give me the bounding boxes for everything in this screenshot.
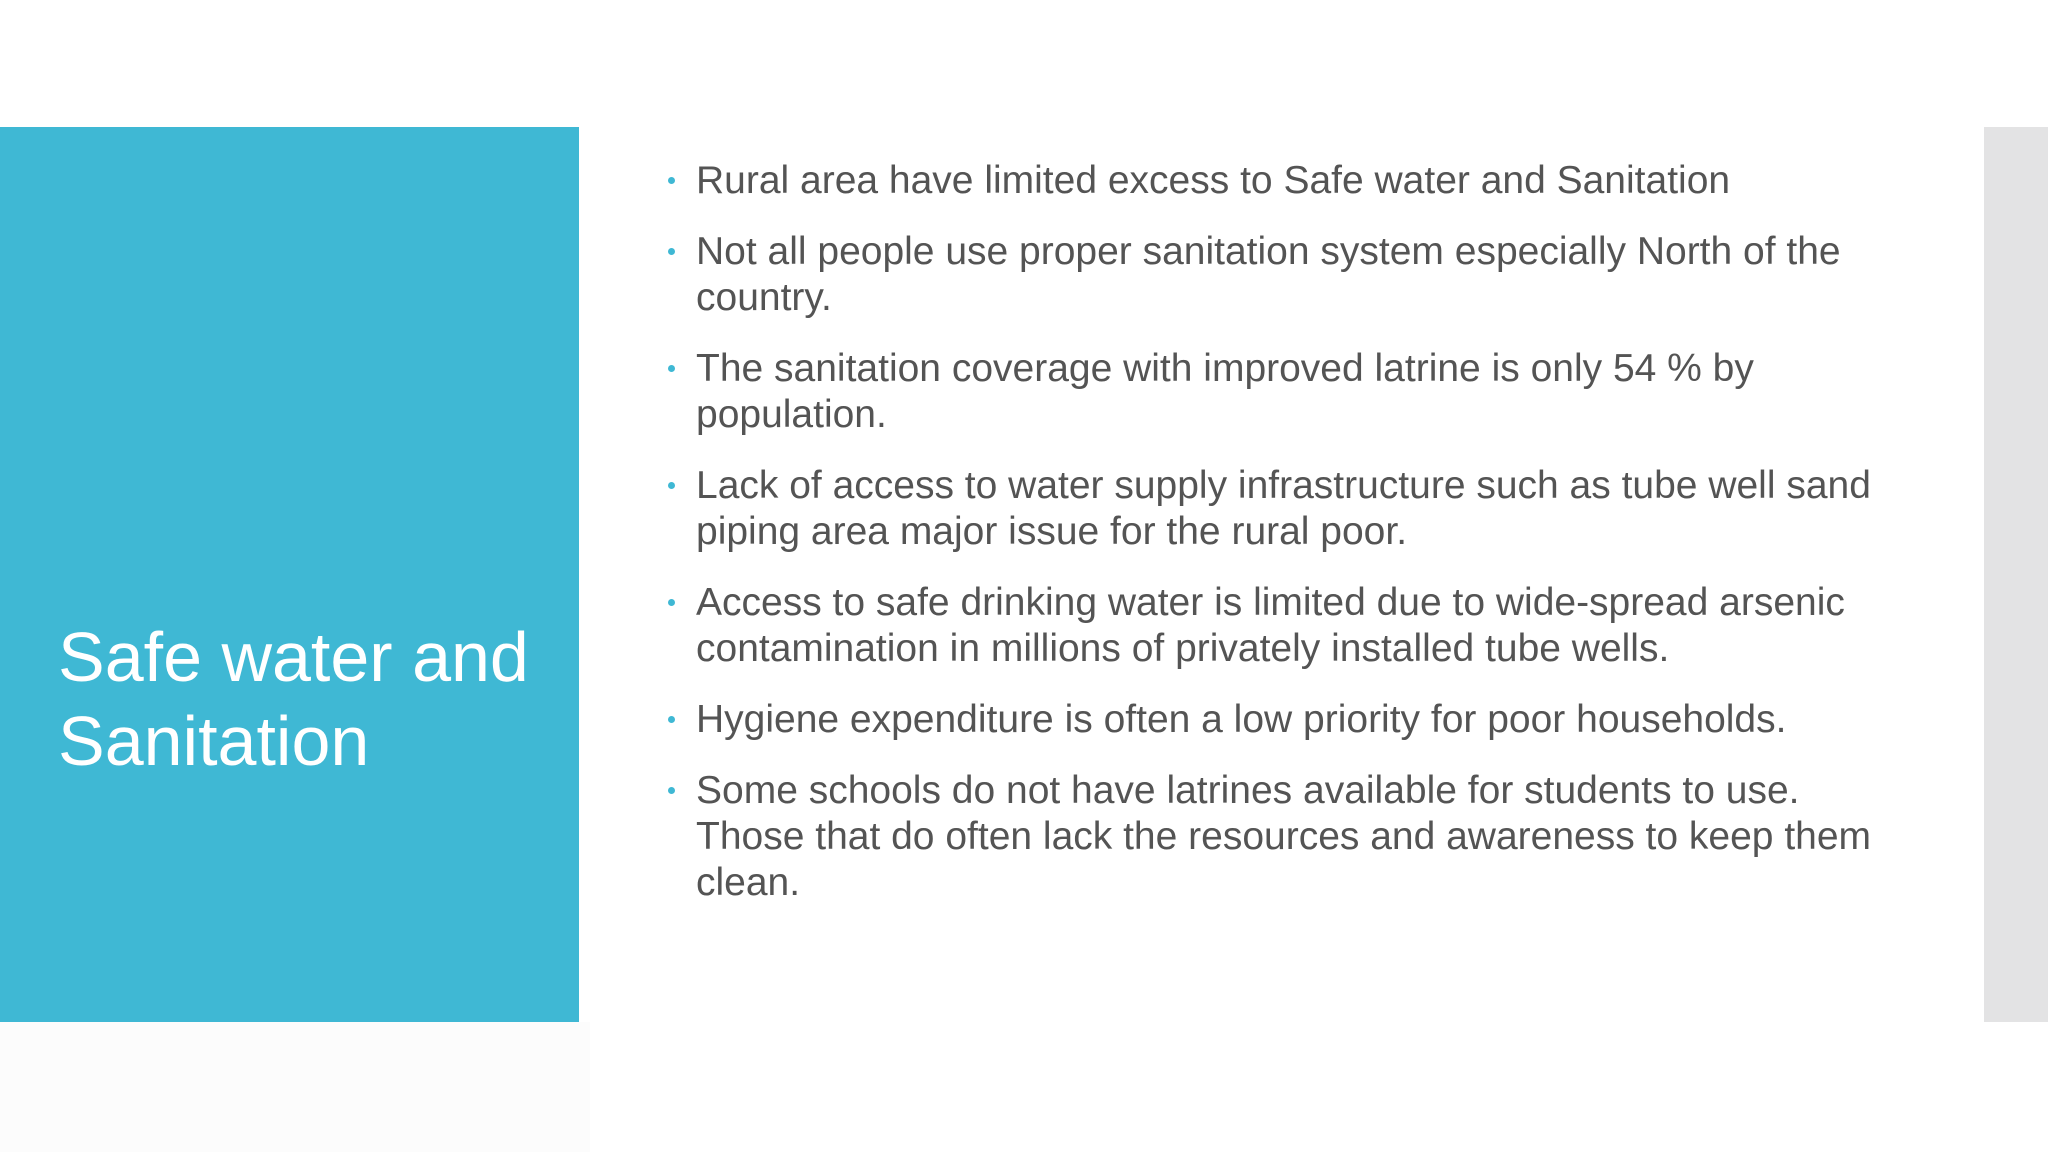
bullet-dot-icon — [668, 787, 675, 794]
slide-title: Safe water and Sanitation — [58, 618, 529, 780]
bullet-text: Not all people use proper sanitation system especially North of the country. — [696, 230, 1841, 319]
bullet-item — [660, 158, 1890, 204]
bullet-text: Access to safe drinking water is limited due to wide-spread arsenic contamination in millions of privately installed tube wells. — [696, 581, 1845, 670]
bullet-dot-icon — [668, 177, 675, 184]
bullet-dot-icon — [668, 482, 675, 489]
bullet-item — [660, 697, 1890, 743]
bullet-dot-icon — [668, 716, 675, 723]
bullet-dot-icon — [668, 365, 675, 372]
bullet-dot-icon — [668, 599, 675, 606]
right-edge-strip — [1984, 127, 2048, 1022]
bullet-item — [660, 580, 1890, 672]
bullet-item — [660, 346, 1890, 438]
bottom-shade — [0, 1022, 590, 1152]
bullet-text: Lack of access to water supply infrastructure such as tube well sand piping area major issue for the rural poor. — [696, 464, 1871, 553]
bullet-item — [660, 463, 1890, 555]
bullet-text: The sanitation coverage with improved latrine is only 54 % by population. — [696, 347, 1754, 436]
bullet-text: Hygiene expenditure is often a low priority for poor households. — [696, 698, 1787, 741]
bullet-item — [660, 229, 1890, 321]
title-panel — [0, 127, 579, 1022]
bullet-dot-icon — [668, 248, 675, 255]
bullet-list — [660, 158, 1890, 931]
bullet-item — [660, 768, 1890, 906]
bullet-text: Rural area have limited excess to Safe water and Sanitation — [696, 159, 1731, 202]
bullet-text: Some schools do not have latrines available for students to use. Those that do often lack the resources and awareness to keep them clean. — [696, 769, 1872, 904]
